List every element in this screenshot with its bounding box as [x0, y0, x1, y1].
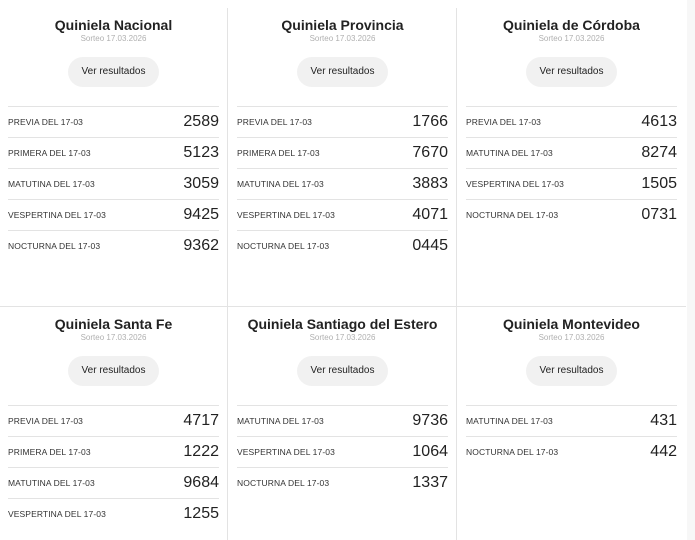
draw-label: PRIMERA DEL 17-03	[8, 148, 91, 158]
draw-number: 3883	[412, 175, 448, 192]
result-row	[237, 106, 448, 137]
card-quiniela-provincia	[229, 8, 456, 306]
results-list	[466, 405, 677, 467]
draw-label: PRIMERA DEL 17-03	[8, 447, 91, 457]
card-title: Quiniela Santiago del Estero	[247, 316, 438, 332]
draw-number: 431	[650, 412, 677, 429]
results-list	[237, 405, 448, 498]
draw-label: MATUTINA DEL 17-03	[237, 416, 324, 426]
draw-label: MATUTINA DEL 17-03	[237, 179, 324, 189]
ver-resultados-button[interactable]: Ver resultados	[297, 57, 389, 87]
result-row	[466, 106, 677, 137]
result-row	[237, 467, 448, 498]
draw-number: 1255	[183, 505, 219, 522]
card-sorteo-date: Sorteo 17.03.2026	[309, 34, 376, 43]
draw-number: 3059	[183, 175, 219, 192]
draw-label: NOCTURNA DEL 17-03	[466, 447, 559, 457]
draw-number: 1064	[412, 443, 448, 460]
card-quiniela-nacional	[0, 8, 227, 306]
ver-resultados-button[interactable]: Ver resultados	[526, 356, 618, 386]
result-row	[466, 199, 677, 230]
card-title: Quiniela Nacional	[54, 17, 173, 33]
draw-number: 2589	[183, 113, 219, 130]
draw-label: VESPERTINA DEL 17-03	[237, 210, 335, 220]
card-sorteo-date: Sorteo 17.03.2026	[309, 333, 376, 342]
draw-number: 1505	[641, 175, 677, 192]
result-row	[237, 168, 448, 199]
card-title: Quiniela Santa Fe	[54, 316, 173, 332]
draw-number: 9684	[183, 474, 219, 491]
draw-label: PRIMERA DEL 17-03	[237, 148, 320, 158]
draw-number: 7670	[412, 144, 448, 161]
card-quiniela-cordoba	[458, 8, 685, 306]
ver-resultados-button[interactable]: Ver resultados	[297, 356, 389, 386]
card-sorteo-date: Sorteo 17.03.2026	[538, 34, 605, 43]
result-row	[8, 436, 219, 467]
draw-number: 8274	[641, 144, 677, 161]
results-list	[466, 106, 677, 230]
result-row	[8, 199, 219, 230]
result-row	[237, 405, 448, 436]
draw-label: NOCTURNA DEL 17-03	[237, 241, 330, 251]
draw-label: PREVIA DEL 17-03	[8, 416, 83, 426]
result-row	[237, 199, 448, 230]
draw-number: 9362	[183, 237, 219, 254]
results-list	[8, 405, 219, 529]
result-row	[237, 137, 448, 168]
result-row	[466, 168, 677, 199]
card-sorteo-date: Sorteo 17.03.2026	[80, 34, 147, 43]
draw-label: NOCTURNA DEL 17-03	[8, 241, 101, 251]
result-row	[8, 405, 219, 436]
draw-label: VESPERTINA DEL 17-03	[237, 447, 335, 457]
draw-number: 1766	[412, 113, 448, 130]
result-row	[466, 436, 677, 467]
ver-resultados-button[interactable]: Ver resultados	[526, 57, 618, 87]
column-divider	[227, 8, 228, 540]
draw-number: 5123	[183, 144, 219, 161]
draw-number: 9736	[412, 412, 448, 429]
draw-label: VESPERTINA DEL 17-03	[8, 210, 106, 220]
draw-number: 0445	[412, 237, 448, 254]
draw-number: 442	[650, 443, 677, 460]
draw-number: 4613	[641, 113, 677, 130]
card-title: Quiniela Montevideo	[503, 316, 640, 332]
result-row	[8, 106, 219, 137]
result-row	[237, 230, 448, 261]
draw-label: MATUTINA DEL 17-03	[466, 416, 553, 426]
card-title: Quiniela Provincia	[281, 17, 404, 33]
result-row	[466, 405, 677, 436]
card-title: Quiniela de Córdoba	[503, 17, 640, 33]
card-quiniela-santiago-del-estero	[229, 307, 456, 540]
column-divider	[456, 8, 457, 540]
draw-label: PREVIA DEL 17-03	[237, 117, 312, 127]
draw-label: NOCTURNA DEL 17-03	[237, 478, 330, 488]
card-quiniela-montevideo	[458, 307, 685, 540]
draw-label: PREVIA DEL 17-03	[8, 117, 83, 127]
draw-number: 1222	[183, 443, 219, 460]
result-row	[8, 498, 219, 529]
draw-number: 0731	[641, 206, 677, 223]
page-scrollbar[interactable]	[687, 0, 695, 540]
result-row	[466, 137, 677, 168]
draw-label: MATUTINA DEL 17-03	[8, 179, 95, 189]
draw-label: VESPERTINA DEL 17-03	[466, 179, 564, 189]
results-list	[237, 106, 448, 261]
result-row	[8, 467, 219, 498]
result-row	[8, 230, 219, 261]
draw-label: PREVIA DEL 17-03	[466, 117, 541, 127]
ver-resultados-button[interactable]: Ver resultados	[68, 356, 160, 386]
draw-label: MATUTINA DEL 17-03	[466, 148, 553, 158]
card-sorteo-date: Sorteo 17.03.2026	[538, 333, 605, 342]
result-row	[8, 168, 219, 199]
draw-number: 4717	[183, 412, 219, 429]
draw-label: VESPERTINA DEL 17-03	[8, 509, 106, 519]
draw-number: 9425	[183, 206, 219, 223]
draw-number: 4071	[412, 206, 448, 223]
draw-number: 1337	[412, 474, 448, 491]
draw-label: NOCTURNA DEL 17-03	[466, 210, 559, 220]
result-row	[237, 436, 448, 467]
ver-resultados-button[interactable]: Ver resultados	[68, 57, 160, 87]
results-list	[8, 106, 219, 261]
result-row	[8, 137, 219, 168]
draw-label: MATUTINA DEL 17-03	[8, 478, 95, 488]
card-sorteo-date: Sorteo 17.03.2026	[80, 333, 147, 342]
card-quiniela-santa-fe	[0, 307, 227, 540]
